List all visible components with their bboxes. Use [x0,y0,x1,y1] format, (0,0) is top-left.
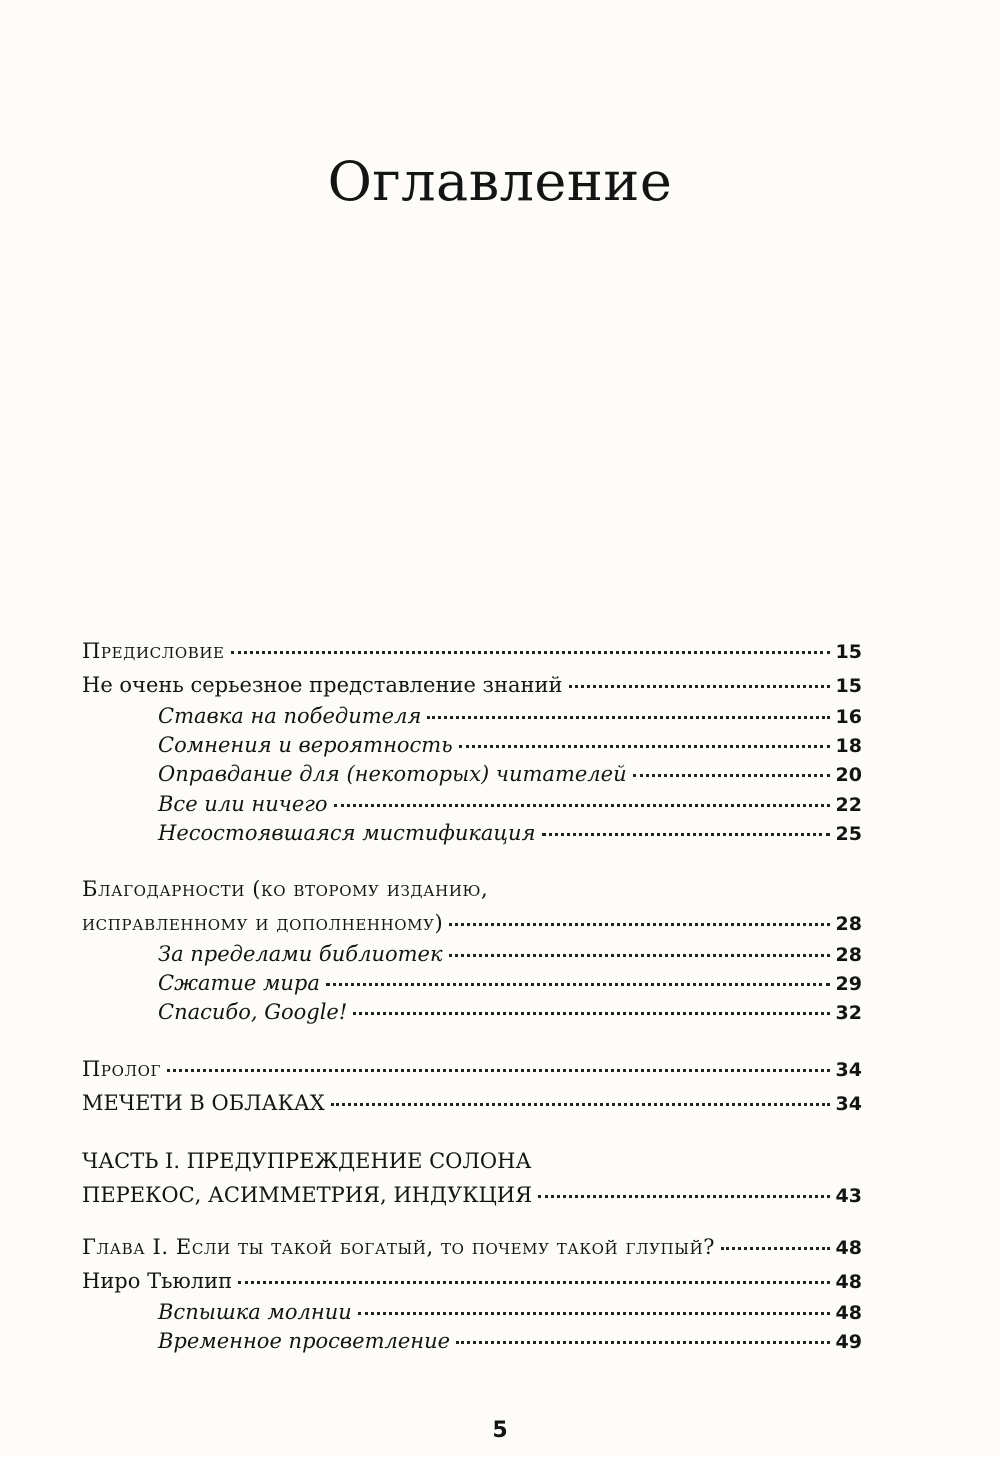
toc-entry-label-line1: Благодарности (ко второму изданию, [82,876,489,901]
dot-leader [721,1247,829,1250]
toc-entry-label: Сомнения и вероятность [158,733,453,758]
dot-leader [427,716,829,719]
spacer [82,1212,862,1230]
toc-entry-label-line1: ЧАСТЬ I. ПРЕДУПРЕЖДЕНИЕ СОЛОНА [82,1148,532,1173]
dot-leader [331,1103,830,1106]
toc-entry-page: 25 [835,822,862,845]
toc-subentry [82,819,862,848]
page-title: Оглавление [327,150,673,213]
dot-leader [231,651,830,654]
dot-leader [449,923,829,926]
toc-entry-page: 29 [835,973,862,996]
toc-entry-page: 15 [835,641,862,663]
toc-entry-page: 32 [835,1002,862,1025]
toc-subentry [82,940,862,969]
toc-entry [82,906,862,940]
toc-entry-page: 28 [835,912,862,935]
dot-leader [353,1012,829,1015]
toc-subentry [82,969,862,998]
toc-entry-label: Вспышка молнии [158,1299,352,1324]
dot-leader [459,745,830,748]
toc-subentry [82,1327,862,1356]
toc-subentry [82,731,862,760]
toc-entry [82,1178,862,1212]
toc-entry [82,668,862,702]
dot-leader [334,804,830,807]
toc-entry-label: За пределами библиотек [158,941,443,966]
spacer [82,1120,862,1144]
toc-entry-page: 48 [835,1236,862,1259]
dot-leader [238,1281,829,1284]
toc-entry-page: 22 [835,793,862,816]
dot-leader [569,685,830,688]
toc-subentry [82,790,862,819]
dot-leader [633,774,830,777]
spacer [82,848,862,872]
toc-entry-label: Несостоявшаяся мистификация [158,820,536,845]
toc-entry [82,634,862,668]
toc-subentry [82,1298,862,1327]
toc-entry-label: Оправдание для (некоторых) читателей [158,762,627,787]
toc-entry-label: Не очень серьезное представление знаний [82,673,563,697]
toc-entry [82,1264,862,1298]
toc-entry-page: 16 [835,706,862,728]
toc-entry-label: Ставка на победителя [158,704,422,728]
toc-entry [82,1230,862,1264]
toc-entry-page: 34 [835,1092,862,1115]
toc-entry-page: 49 [835,1330,862,1353]
dot-leader [456,1341,829,1344]
toc-entry-label: Спасибо, Google! [158,1000,348,1025]
toc-entry-label: Пролог [82,1056,162,1081]
toc-entry-page: 28 [835,943,862,966]
toc-entry [82,1086,862,1120]
dot-leader [542,833,830,836]
dot-leader [449,954,830,957]
toc-entry-page: 15 [835,675,862,697]
toc-entry-page: 34 [835,1058,862,1081]
toc-entry-page: 43 [835,1184,862,1207]
toc-subentry [82,702,862,731]
toc-entry-label: Сжатие мира [158,971,320,996]
toc-entry-label: исправленному и дополненному) [82,910,444,935]
table-of-contents [82,634,862,1356]
toc-subentry [82,998,862,1027]
toc-entry-label: Все или ничего [158,791,328,816]
toc-subentry [82,760,862,789]
dot-leader [167,1069,829,1072]
dot-leader [358,1312,830,1315]
page-number: 5 [492,1418,508,1443]
toc-entry [82,1052,862,1086]
toc-entry-page: 48 [835,1301,862,1324]
toc-entry-page: 20 [835,764,862,787]
toc-entry-label: Ниро Тьюлип [82,1268,233,1293]
toc-entry-label: ПЕРЕКОС, АСИММЕТРИЯ, ИНДУКЦИЯ [82,1182,533,1207]
toc-entry-page: 18 [835,735,862,758]
toc-entry-label: МЕЧЕТИ В ОБЛАКАХ [82,1090,325,1115]
dot-leader [326,983,830,986]
toc-entry-label: Временное просветление [158,1328,451,1353]
dot-leader [538,1195,829,1198]
toc-entry-page: 48 [835,1270,862,1293]
toc-entry-label: Предисловие [82,639,225,663]
toc-entry-label: Глава I. Если ты такой богатый, то почему такой глупый? [82,1234,716,1259]
spacer [82,1028,862,1052]
